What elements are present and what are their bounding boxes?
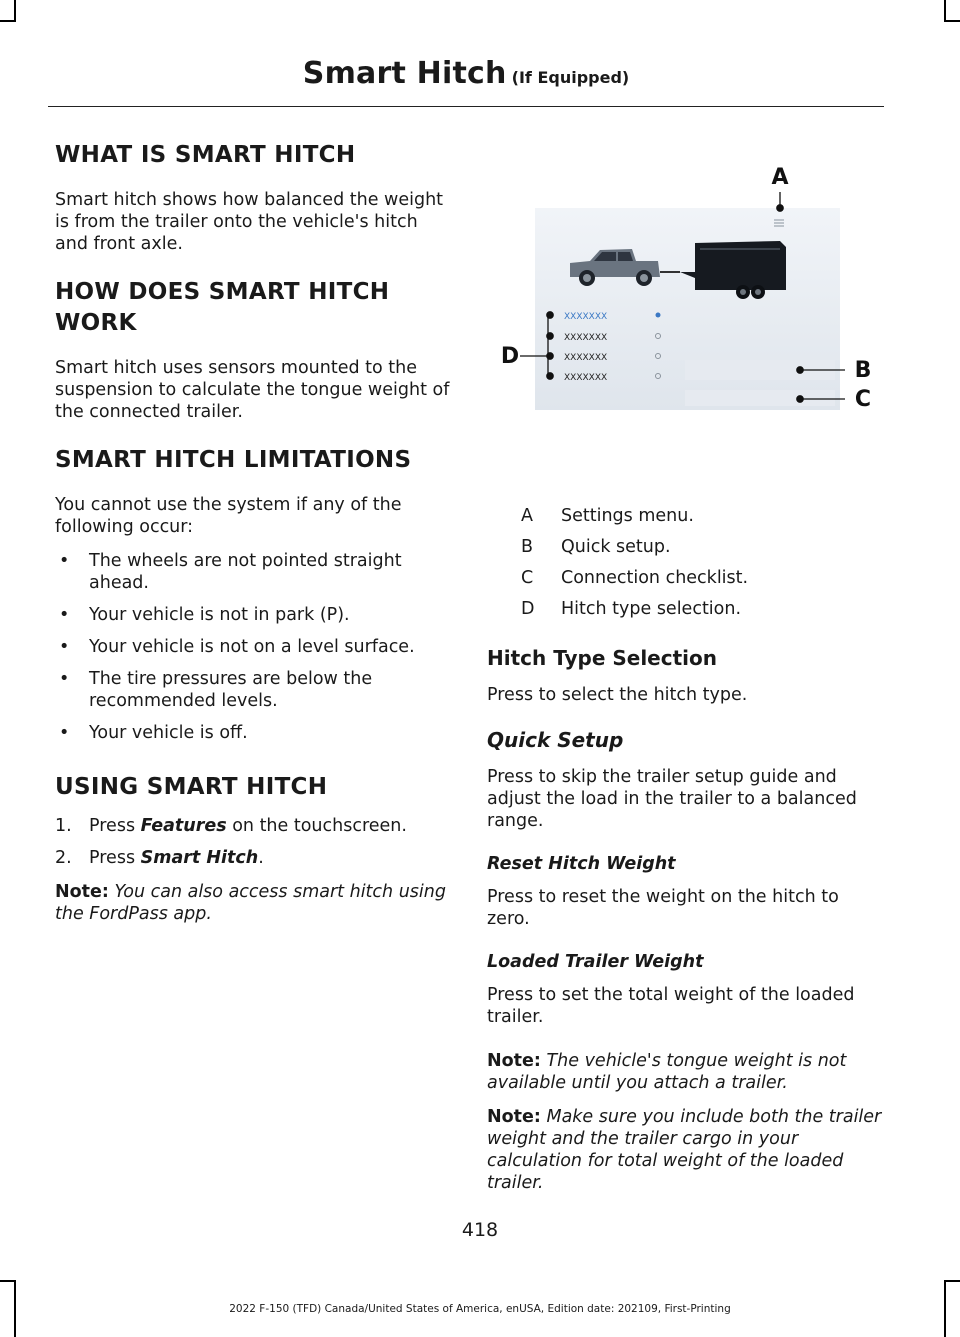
note (487, 1106, 887, 1194)
step-item (55, 847, 450, 869)
smart-hitch-screen-figure (490, 160, 885, 415)
list-item: • The wheels are not pointed straight ahead. (55, 550, 450, 594)
section-heading-using: USING SMART HITCH (55, 774, 328, 800)
legend-key: B (521, 537, 534, 557)
note (487, 1050, 887, 1094)
legend-row (487, 536, 887, 558)
paragraph-how: Smart hitch uses sensors mounted to the suspension to calculate the tongue weight of the connected trailer. (55, 358, 450, 422)
figure-legend (487, 505, 887, 620)
step-text: . (258, 848, 264, 868)
menu-item-label: XXXXXXX (564, 373, 608, 383)
menu-item-label: XXXXXXX (564, 353, 608, 363)
edition-line: 2022 F-150 (TFD) Canada/United States of America, enUSA, Edition date: 202109, First-Printing (229, 1303, 731, 1315)
list-item: • Your vehicle is off. (55, 722, 450, 744)
list-item: • Your vehicle is not in park (P). (55, 604, 450, 626)
note-label: Note: (487, 1107, 541, 1127)
callout-dot (777, 205, 783, 211)
page-subtitle: (If Equipped) (511, 68, 630, 87)
list-item: • The tire pressures are below the recommended levels. (55, 668, 450, 712)
step-item (55, 815, 450, 837)
legend-value: Quick setup. (561, 537, 671, 557)
limitations-list (55, 550, 450, 744)
section-heading-limitations: SMART HITCH LIMITATIONS (55, 447, 412, 473)
note-text: You can also access smart hitch using the FordPass app. (55, 882, 446, 924)
subsection-heading-loaded: Loaded Trailer Weight (487, 952, 704, 972)
crop-mark (14, 0, 16, 22)
legend-row (487, 505, 887, 527)
paragraph-limitations: You cannot use the system if any of the following occur: (55, 495, 402, 537)
menu-item-label: XXXXXXX (564, 312, 608, 322)
callout-label-c: C (854, 387, 872, 412)
steps-list (55, 815, 450, 869)
crop-mark (944, 0, 946, 22)
crop-mark (0, 1280, 16, 1282)
subsection-heading-hitch-type: Hitch Type Selection (487, 646, 717, 670)
menu-item-label: XXXXXXX (564, 333, 608, 343)
section-heading-how-line2: WORK (55, 310, 137, 336)
callout-label-b: B (854, 358, 872, 383)
paragraph-what: Smart hitch shows how balanced the weight is from the trailer onto the vehicle's hitch and front axle. (55, 190, 444, 254)
left-column (55, 140, 450, 937)
list-item: • Your vehicle is not on a level surface. (55, 636, 450, 658)
step-emphasis: Smart Hitch (140, 848, 259, 868)
note (55, 881, 450, 925)
right-column (487, 505, 887, 1206)
note-text: Make sure you include both the trailer weight and the trailer cargo in your calculation for total weight of the loaded trailer. (487, 1107, 882, 1193)
paragraph-quick-setup: Press to skip the trailer setup guide and adjust the load in the trailer to a balanced range. (487, 767, 857, 831)
legend-row (487, 567, 887, 589)
page-header (48, 56, 884, 107)
step-number: 2. (55, 848, 72, 868)
paragraph-hitch-type: Press to select the hitch type. (487, 685, 748, 705)
step-text: Press (89, 848, 141, 868)
section-heading-what: WHAT IS SMART HITCH (55, 142, 356, 168)
step-number: 1. (55, 816, 72, 836)
note-label: Note: (487, 1051, 541, 1071)
legend-value: Connection checklist. (561, 568, 749, 588)
subsection-heading-reset: Reset Hitch Weight (487, 854, 676, 874)
paragraph-reset: Press to reset the weight on the hitch to zero. (487, 887, 839, 929)
page-title: Smart Hitch (302, 56, 507, 91)
step-emphasis: Features (140, 816, 227, 836)
callout-dot (797, 396, 803, 402)
crop-mark (944, 20, 960, 22)
legend-key: C (521, 568, 534, 588)
callout-label-d: D (500, 344, 520, 369)
legend-key: D (521, 599, 535, 619)
step-text: on the touchscreen. (226, 816, 407, 836)
subsection-heading-quick-setup: Quick Setup (487, 728, 624, 752)
legend-value: Hitch type selection. (561, 599, 742, 619)
legend-row (487, 598, 887, 620)
callout-dot (797, 367, 803, 373)
crop-mark (0, 20, 16, 22)
page-number: 418 (461, 1219, 499, 1241)
crop-mark (944, 1280, 960, 1282)
step-text: Press (89, 816, 141, 836)
note-text: The vehicle's tongue weight is not available until you attach a trailer. (487, 1051, 847, 1093)
paragraph-loaded: Press to set the total weight of the loaded trailer. (487, 985, 855, 1027)
section-heading-how-line1: HOW DOES SMART HITCH (55, 279, 390, 305)
legend-value: Settings menu. (561, 506, 694, 526)
connection-checklist-area (685, 390, 835, 406)
legend-key: A (521, 506, 533, 526)
figure-svg (490, 160, 885, 415)
note-label: Note: (55, 882, 109, 902)
callout-label-a: A (771, 165, 789, 190)
radio-selected-icon (656, 313, 661, 318)
section-heading-how (55, 277, 450, 339)
